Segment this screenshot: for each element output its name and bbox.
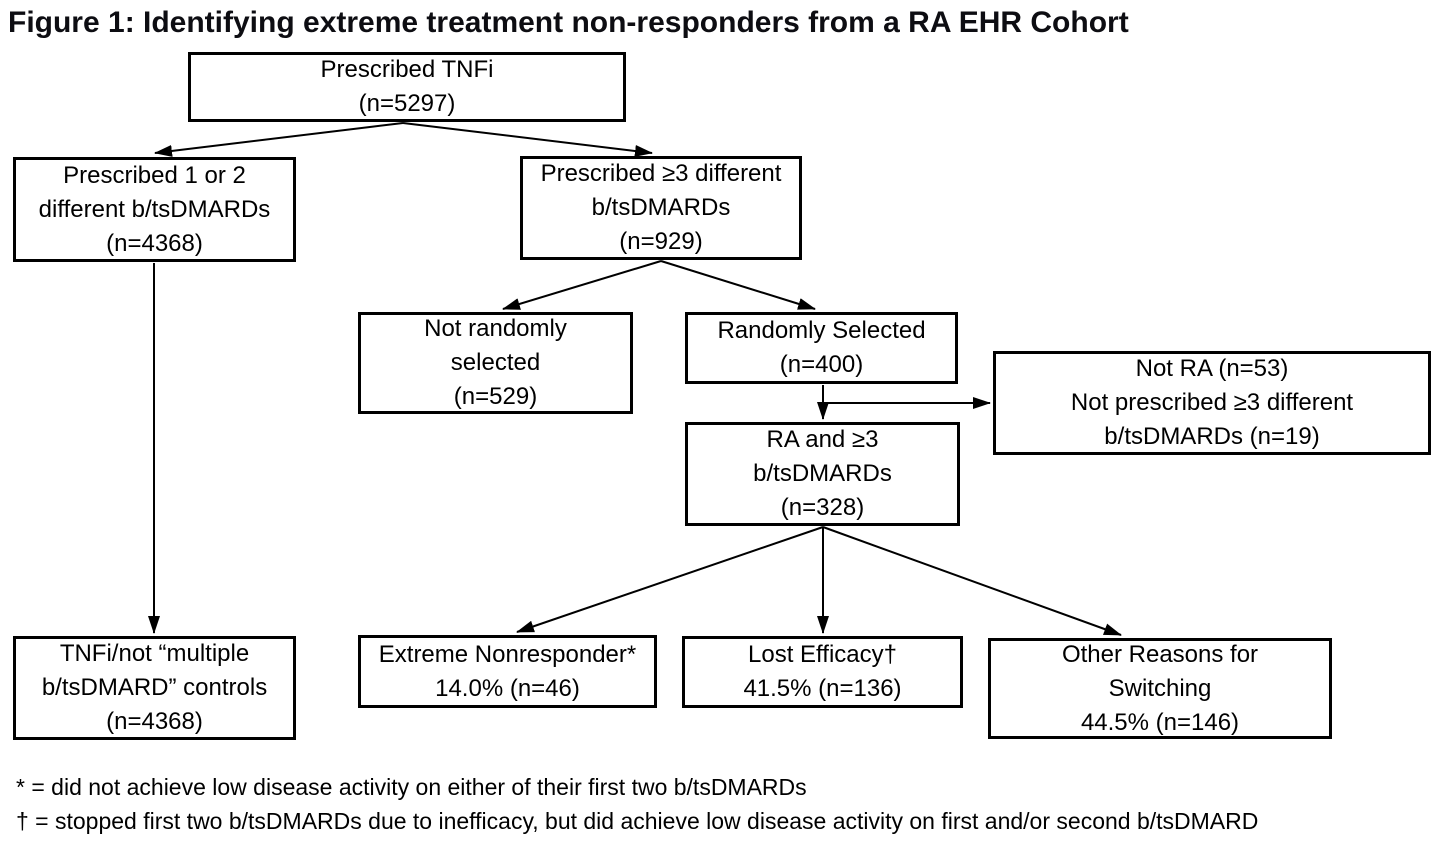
box-line: Not prescribed ≥3 different xyxy=(1070,389,1354,416)
box-randomly-selected xyxy=(685,312,958,384)
box-excluded-not-ra xyxy=(993,351,1431,455)
box-line: Switching xyxy=(1108,674,1212,702)
box-line: (n=5297) xyxy=(358,90,456,117)
box-line: (n=4368) xyxy=(106,229,203,257)
connector-ge3-to-notrandom xyxy=(503,261,661,309)
box-line: 14.0% (n=46) xyxy=(435,674,580,702)
box-line: (n=4368) xyxy=(106,708,203,735)
box-line: Not RA (n=53) xyxy=(1135,355,1289,382)
box-line: (n=328) xyxy=(780,494,865,521)
box-line: 44.5% (n=146) xyxy=(1080,708,1240,736)
box-line: (n=529) xyxy=(453,383,538,410)
box-line: Randomly Selected xyxy=(717,317,926,344)
box-line: b/tsDMARDs (n=19) xyxy=(1104,423,1320,450)
box-line: (n=929) xyxy=(619,228,703,255)
box-lost-efficacy xyxy=(682,636,963,708)
box-line: Prescribed ≥3 different xyxy=(540,160,782,187)
footnotes xyxy=(16,770,1258,838)
connector-ge3-to-random xyxy=(661,261,815,309)
connector-tnfi-to-ge3 xyxy=(403,123,652,153)
box-tnfi-controls xyxy=(13,636,296,740)
connector-ra-to-extreme xyxy=(517,527,823,632)
box-one-or-two-dmards xyxy=(13,157,296,262)
box-three-plus-dmards xyxy=(520,156,802,260)
box-line: Lost Efficacy† xyxy=(748,641,897,668)
box-line: Not randomly xyxy=(424,315,567,342)
box-other-reasons xyxy=(988,638,1332,739)
box-ra-three-plus-dmards xyxy=(685,422,960,526)
box-prescribed-tnfi xyxy=(188,52,626,122)
box-line: different b/tsDMARDs xyxy=(38,195,271,223)
box-line: b/tsDMARD” controls xyxy=(41,674,268,701)
box-line: TNFi/not “multiple xyxy=(59,640,250,667)
box-line: b/tsDMARDs xyxy=(591,194,731,221)
box-not-randomly-selected xyxy=(358,312,633,414)
footnote-dagger: † = stopped first two b/tsDMARDs due to inefficacy, but did achieve low disease activity on first and/or second b/tsDMARD xyxy=(16,808,1259,834)
box-extreme-nonresponder xyxy=(358,635,657,708)
box-line: Extreme Nonresponder* xyxy=(378,640,637,668)
figure-title: Figure 1: Identifying extreme treatment non-responders from a RA EHR Cohort xyxy=(8,6,1129,39)
connector-ra-to-other xyxy=(823,527,1121,635)
box-line: b/tsDMARDs xyxy=(753,460,892,487)
box-line: 41.5% (n=136) xyxy=(743,675,902,702)
box-line: RA and ≥3 xyxy=(766,426,879,453)
box-line: Other Reasons for xyxy=(1061,640,1259,668)
connector-tnfi-to-onetwo xyxy=(155,123,403,153)
footnote-asterisk: * = did not achieve low disease activity on either of their first two b/tsDMARDs xyxy=(16,774,807,800)
box-line: Prescribed TNFi xyxy=(320,56,494,83)
box-line: (n=400) xyxy=(779,351,864,378)
box-line: selected xyxy=(450,349,541,376)
box-line: Prescribed 1 or 2 xyxy=(63,161,246,189)
